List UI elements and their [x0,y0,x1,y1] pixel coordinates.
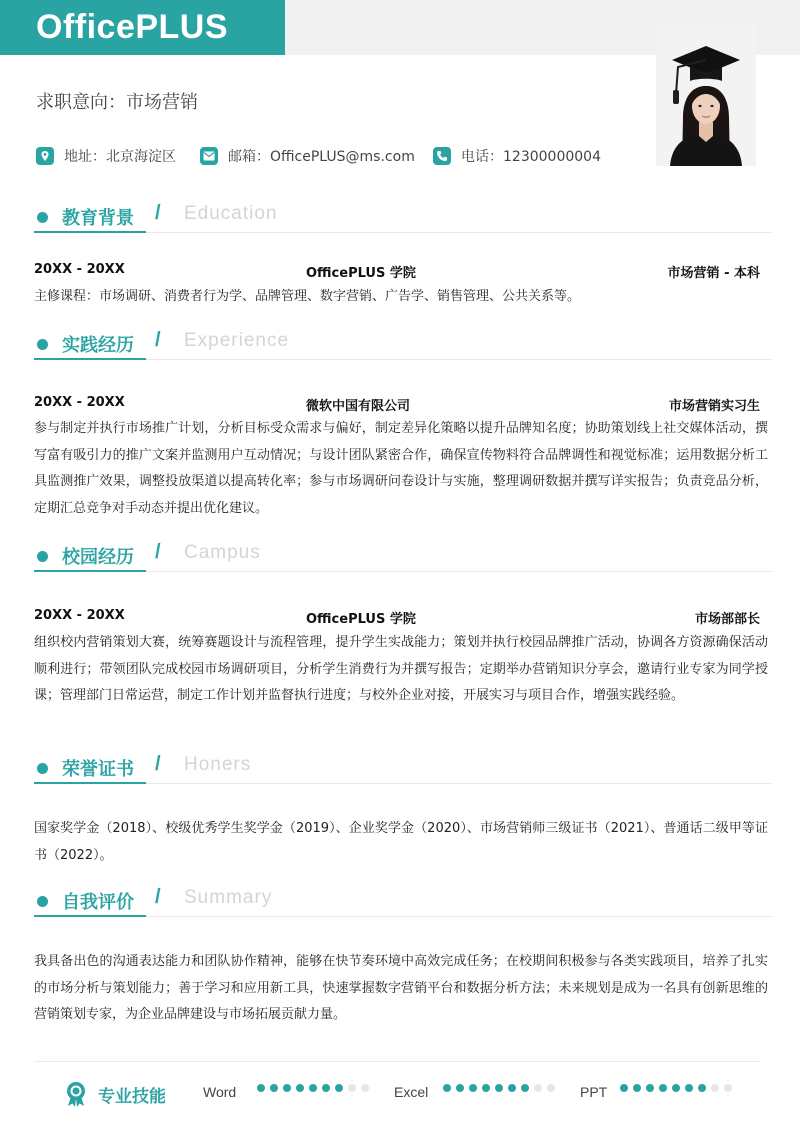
skills-bar [64,1079,764,1107]
skill-level-dot [348,1084,356,1092]
contact-email [200,145,415,167]
skill-level-dot [646,1084,654,1092]
skill-level-dot [257,1084,265,1092]
location-pin-icon [36,147,54,165]
skill-level-excel [443,1084,560,1092]
section-title-en: Education [184,203,278,224]
section-slash: / [155,329,161,351]
section-bullet-icon [37,896,48,907]
skill-word [203,1084,236,1100]
skill-name: Word [203,1084,237,1100]
section-title-en: Campus [184,542,261,563]
skill-level-dot [361,1084,369,1092]
skill-level-dot [482,1084,490,1092]
skill-level-dot [521,1084,529,1092]
entry-date: 20XX - 20XX [34,262,125,277]
education-entry-header [34,262,764,282]
skill-level-dot [309,1084,317,1092]
section-title: 校园经历 [62,547,134,568]
section-title: 自我评价 [62,892,134,913]
brand-banner [0,0,285,55]
entry-role: 市场营销 - 本科 [667,266,760,281]
skill-name: Excel [394,1084,429,1100]
section-slash: / [155,753,161,775]
job-objective: 求职意向：市场营销 [36,92,198,113]
skill-name: PPT [580,1084,608,1100]
section-bullet-icon [37,551,48,562]
section-bullet-icon [37,212,48,223]
skill-level-dot [547,1084,555,1092]
section-bullet-icon [37,763,48,774]
section-campus-heading [34,541,772,573]
brand-logo-text: OfficePLUS [36,8,229,46]
skill-level-dot [534,1084,542,1092]
phone-icon [433,147,451,165]
email-text: 邮箱：OfficePLUS@ms.com [228,149,415,165]
skill-level-dot [283,1084,291,1092]
skill-level-dot [620,1084,628,1092]
skill-ppt [580,1084,607,1100]
skill-level-dot [469,1084,477,1092]
section-education-heading [34,202,772,234]
skill-level-dot [685,1084,693,1092]
skill-level-dot [296,1084,304,1092]
section-slash: / [155,541,161,563]
education-description: 主修课程：市场调研、消费者行为学、品牌管理、数字营销、广告学、销售管理、公共关系等。 [34,289,581,304]
award-ribbon-icon [64,1081,88,1107]
experience-description: 参与制定并执行市场推广计划，分析目标受众需求与偏好，制定差异化策略以提升品牌知名度；协助策划线上社交媒体活动，撰写富有吸引力的推广文案并监测用户互动情况；与设计团队紧密合作，确保宣传物料符合品牌调性和视觉标准；运用数据分析工具监测推广效果，调整投放渠道以提高转化率；参与市场调研问卷设计与实施，整理调研数据并撰写详实报告；负责竞品分析，定期汇总竞争对手动态并提出优化建议。 [34,421,768,516]
profile-photo [656,26,756,166]
skill-excel [394,1084,428,1100]
address-text: 地址：北京海淀区 [64,149,176,165]
entry-organization: 微软中国有限公司 [306,399,411,414]
entry-role: 市场部部长 [694,612,760,627]
skill-level-dot [495,1084,503,1092]
section-title-en: Experience [184,330,290,351]
skill-level-dot [335,1084,343,1092]
section-title-en: Honers [184,754,252,775]
skill-level-dot [508,1084,516,1092]
skill-level-dot [711,1084,719,1092]
skill-level-dot [322,1084,330,1092]
envelope-icon [200,147,218,165]
skill-level-dot [633,1084,641,1092]
footer-divider [34,1061,760,1062]
section-slash: / [155,202,161,224]
skill-level-dot [456,1084,464,1092]
campus-description: 组织校内营销策划大赛，统筹赛题设计与流程管理，提升学生实战能力；策划并执行校园品牌推广活动，协调各方资源确保活动顺利进行；带领团队完成校园市场调研项目，分析学生消费行为并撰写报告；定期举办营销知识分享会，邀请行业专家为同学授课；管理部门日常运营，制定工作计划并监督执行进度；与校外企业对接，开展实习与项目合作，增强实践经验。 [34,635,768,703]
experience-entry-header [34,395,764,415]
section-title: 教育背景 [62,208,134,229]
section-slash: / [155,886,161,908]
section-honors-heading [34,753,772,785]
skill-level-dot [443,1084,451,1092]
skill-level-dot [659,1084,667,1092]
contact-phone [433,145,601,167]
skill-level-dot [270,1084,278,1092]
skills-title: 专业技能 [98,1087,166,1107]
skill-level-dot [672,1084,680,1092]
phone-text: 电话：12300000004 [461,149,601,165]
summary-description: 我具备出色的沟通表达能力和团队协作精神，能够在快节奏环境中高效完成任务；在校期间积极参与各类实践项目，培养了扎实的市场分析与策划能力；善于学习和应用新工具，快速掌握数字营销平台和数据分析方法；未来规划是成为一名具有创新思维的营销策划专家，为企业品牌建设与市场拓展贡献力量。 [34,954,768,1022]
section-summary-heading [34,886,772,918]
skill-level-word [257,1084,374,1092]
skill-level-ppt [620,1084,737,1092]
entry-date: 20XX - 20XX [34,395,125,410]
contact-address [36,145,176,167]
campus-entry-header [34,608,764,628]
skill-level-dot [724,1084,732,1092]
section-title-en: Summary [184,887,273,908]
honors-description: 国家奖学金（2018）、校级优秀学生奖学金（2019）、企业奖学金（2020）、市场营销师三级证书（2021）、普通话二级甲等证书（2022）。 [34,821,768,863]
section-bullet-icon [37,339,48,350]
entry-organization: OfficePLUS 学院 [306,612,416,627]
entry-role: 市场营销实习生 [668,399,760,414]
section-title: 实践经历 [62,335,134,356]
entry-date: 20XX - 20XX [34,608,125,623]
section-experience-heading [34,329,772,361]
skill-level-dot [698,1084,706,1092]
section-title: 荣誉证书 [62,759,134,780]
entry-organization: OfficePLUS 学院 [306,266,416,281]
